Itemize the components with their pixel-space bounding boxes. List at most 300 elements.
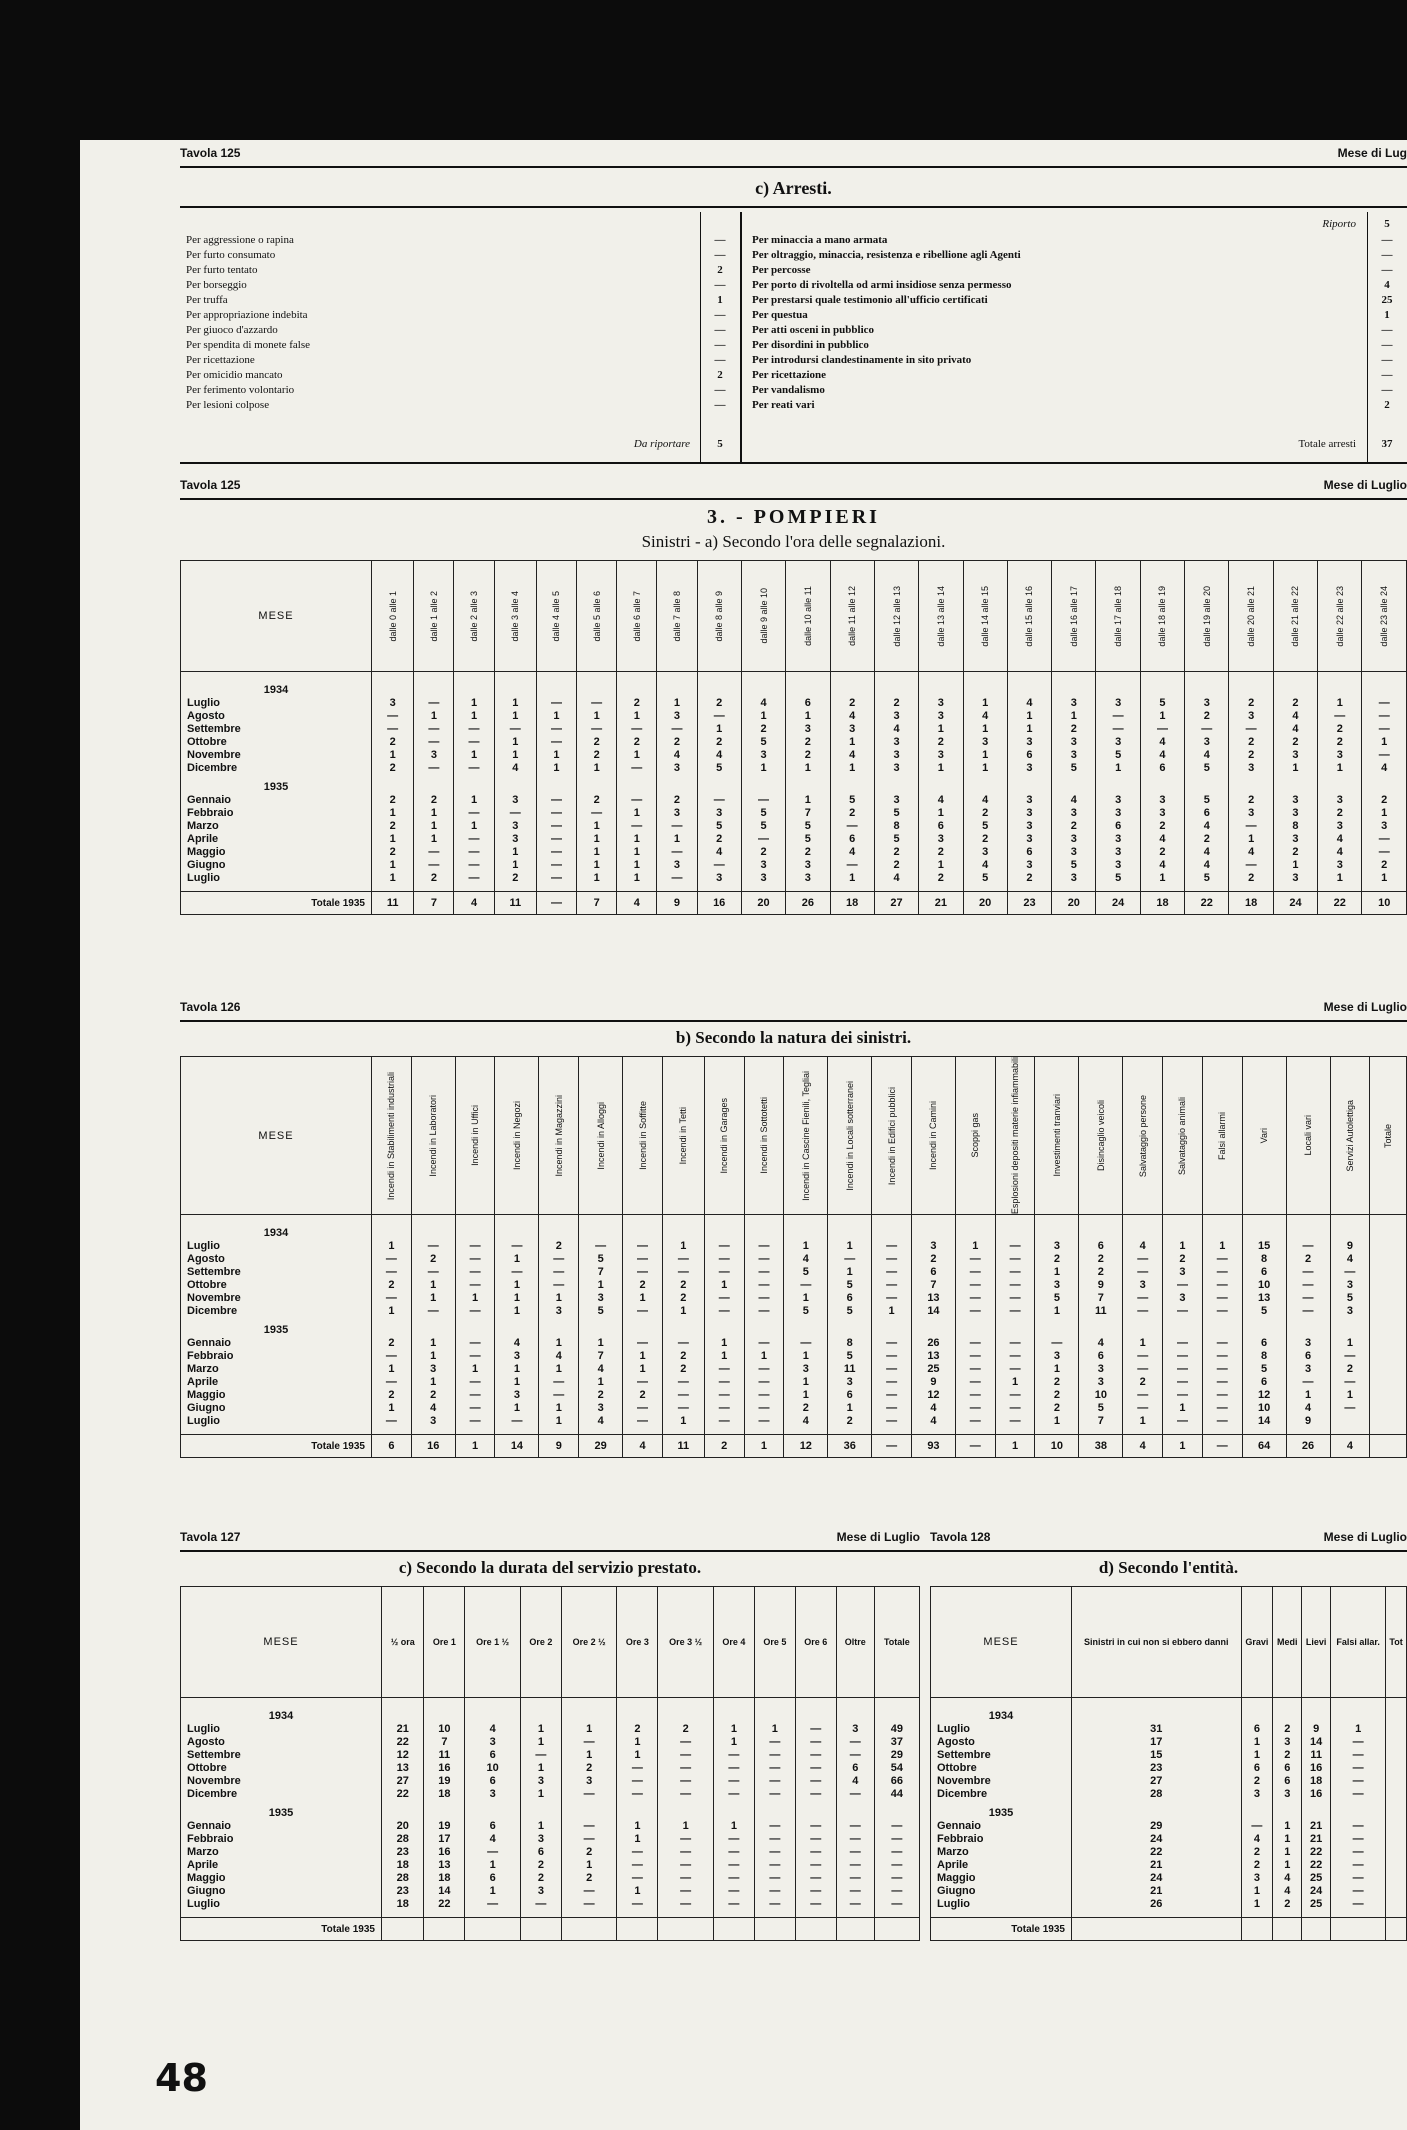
table-cell: —: [1009, 1402, 1021, 1415]
column-header-label: Disincaglio veicoli: [1095, 1100, 1106, 1172]
table-cell: 1: [512, 859, 519, 871]
table-cell: —: [758, 1305, 770, 1318]
table-cell: 16: [1310, 1762, 1323, 1774]
table-cell: 3: [846, 1376, 853, 1389]
table-cell: —: [849, 1788, 861, 1800]
pompieri-b-subheading: b) Secondo la natura dei sinistri.: [675, 1028, 912, 1047]
table-cell: 1: [537, 1762, 544, 1774]
table-cell: 13: [927, 1292, 940, 1305]
table-cell: 3: [1070, 736, 1077, 748]
table-cell: —: [718, 1415, 730, 1428]
table-cell: 6: [489, 1749, 496, 1761]
table-cell: 18: [1310, 1775, 1323, 1787]
column-header-label: Incendi in Cascine Fienili, Tegliai: [800, 1070, 811, 1201]
table-cell: 6: [1253, 1723, 1260, 1735]
table-cell: 3: [1070, 846, 1077, 858]
table-cell: 1: [389, 749, 396, 761]
table-cell: 3: [716, 872, 723, 884]
data-column: [713, 1698, 754, 1918]
table-cell: —: [671, 846, 683, 858]
column-header-label: dalle 12 alle 13: [891, 585, 902, 647]
table-cell: —: [535, 1898, 547, 1910]
table-cell: 3: [512, 833, 519, 845]
arresti-month: Mese di Lug: [1337, 146, 1407, 160]
table-cell: —: [1344, 1376, 1356, 1389]
table-cell: 1: [633, 807, 640, 819]
table-cell: 2: [680, 1363, 687, 1376]
arresti-right-value: —: [1381, 324, 1393, 336]
table-cell: 1: [388, 1363, 395, 1376]
table-cell: [1370, 1285, 1406, 1298]
column-header: [382, 1587, 424, 1698]
arresti-right-value: —: [1381, 339, 1393, 351]
month-label: Luglio: [187, 872, 220, 884]
arresti-left-value: 2: [717, 369, 723, 381]
column-header-label: Ore 6: [804, 1637, 828, 1647]
table-cell: 1: [1053, 1305, 1060, 1318]
total-label: Totale 1935: [181, 1435, 372, 1458]
table-cell: 1: [1292, 762, 1299, 774]
table-cell: —: [728, 1788, 740, 1800]
table-cell: 21: [1150, 1859, 1163, 1871]
table-cell: 3: [1026, 736, 1033, 748]
column-header-label: Ore 3 ½: [669, 1637, 703, 1647]
column-header: [1331, 1587, 1386, 1698]
total-cell: [1072, 1918, 1242, 1941]
column-header: [1007, 561, 1051, 672]
column-header-label: Incendi in Tetti: [678, 1106, 689, 1165]
table-cell: 12: [927, 1389, 940, 1402]
table-cell: —: [1216, 1402, 1228, 1415]
arresti-left-value: 1: [717, 294, 723, 306]
column-header-label: dalle 5 alle 6: [591, 590, 602, 642]
table-cell: 1: [593, 820, 600, 832]
table-cell: 2: [680, 1350, 687, 1363]
table-cell: —: [769, 1859, 781, 1871]
table-cell: 1: [470, 697, 478, 709]
table-cell: —: [891, 1885, 903, 1897]
table-cell: 1: [802, 1389, 809, 1402]
pompieri-c-subheading: c) Secondo la durata del servizio prestato.: [398, 1558, 702, 1577]
data-column: [1362, 672, 1407, 892]
table-cell: 5: [760, 736, 767, 748]
column-header: [874, 561, 918, 672]
month-label: Maggio: [187, 846, 226, 858]
table-cell: 1: [1139, 1337, 1146, 1350]
table-cell: —: [677, 1402, 689, 1415]
column-header-label: Incendi in Uffici: [470, 1105, 481, 1166]
total-cell: 12: [784, 1435, 828, 1458]
table-cell: —: [769, 1749, 781, 1761]
table-cell: —: [1344, 1266, 1356, 1279]
table-cell: 1: [489, 1885, 496, 1897]
table-cell: —: [810, 1762, 822, 1774]
table-cell: 4: [1203, 859, 1210, 871]
column-header-label: dalle 11 alle 12: [847, 586, 858, 646]
column-header: [411, 1057, 455, 1215]
table-cell: 17: [438, 1833, 451, 1845]
table-cell: 5: [760, 820, 767, 832]
table-cell: 16: [438, 1762, 451, 1774]
table-cell: 3: [1292, 807, 1299, 819]
column-header: [874, 1587, 919, 1698]
table-cell: 7: [597, 1350, 604, 1363]
table-cell: —: [428, 846, 440, 858]
table-cell: 3: [1203, 736, 1210, 748]
table-cell: 3: [1070, 749, 1077, 761]
table-cell: —: [637, 1402, 648, 1415]
arresti-right-label: Per oltraggio, minaccia, resistenza e ribellione agli Agenti: [752, 249, 1021, 261]
table-cell: 5: [849, 794, 856, 806]
table-cell: 3: [1292, 794, 1299, 806]
table-cell: —: [631, 1762, 643, 1774]
column-header-label: dalle 0 alle 1: [387, 590, 398, 642]
table-cell: 1: [639, 1350, 646, 1363]
total-cell: 1: [744, 1435, 784, 1458]
total-cell: [1241, 1918, 1273, 1941]
table-cell: 3: [893, 736, 900, 748]
table-cell: —: [1216, 1305, 1228, 1318]
column-header: [1330, 1057, 1370, 1215]
data-column: [1123, 1215, 1163, 1435]
table-cell: 1: [849, 736, 856, 748]
total-cell: 18: [1140, 892, 1184, 915]
data-column: [1052, 672, 1096, 892]
data-column: [1242, 1215, 1286, 1435]
table-cell: —: [718, 1240, 730, 1253]
table-cell: —: [718, 1389, 730, 1402]
table-cell: 1: [430, 807, 437, 819]
table-cell: 21: [1310, 1820, 1323, 1832]
arresti-left-total-label: Da riportare: [633, 438, 690, 450]
table-cell: 1: [1284, 1859, 1291, 1871]
table-cell: 1: [802, 1240, 809, 1253]
table-cell: 22: [1150, 1846, 1163, 1858]
table-cell: 2: [716, 697, 723, 709]
table-cell: 1: [555, 1415, 562, 1428]
table-cell: 1: [1284, 1820, 1291, 1832]
arresti-right-label: Per disordini in pubblico: [752, 339, 869, 351]
column-header: [1123, 1057, 1163, 1215]
arresti-right-label: Per minaccia a mano armata: [752, 234, 888, 246]
table-cell: 3: [597, 1292, 604, 1305]
table-cell: 2: [634, 1723, 641, 1735]
pompieri-d-table: [930, 1586, 1407, 1941]
table-cell: —: [758, 1292, 770, 1305]
table-cell: [1370, 1272, 1406, 1285]
total-cell: 9: [657, 892, 697, 915]
table-cell: 2: [849, 807, 856, 819]
table-cell: —: [758, 1389, 770, 1402]
table-cell: 2: [1070, 723, 1077, 735]
column-header-label: Ore 2: [529, 1637, 553, 1647]
pompieri-a-table: [180, 560, 1407, 915]
table-cell: 2: [849, 697, 856, 709]
arresti-right-label: Per questua: [752, 309, 808, 321]
table-cell: 2: [512, 872, 519, 884]
total-cell: 26: [786, 892, 830, 915]
table-cell: —: [891, 1820, 903, 1832]
table-cell: 1: [430, 1279, 437, 1292]
column-header-label: Incendi in Edifici pubblici: [886, 1086, 897, 1185]
total-cell: —: [955, 1435, 995, 1458]
table-cell: 6: [804, 697, 811, 709]
table-cell: —: [1216, 1415, 1228, 1428]
data-column: [874, 1698, 919, 1918]
column-header-label: Incendi in Soffitte: [637, 1101, 648, 1170]
table-cell: 6: [930, 1266, 937, 1279]
arresti-left-value: —: [714, 279, 726, 291]
column-header: [741, 561, 785, 672]
column-header-label: dalle 10 alle 11: [802, 586, 813, 646]
table-cell: 1: [804, 762, 811, 774]
total-cell: —: [536, 892, 576, 915]
table-cell: 3: [804, 859, 811, 871]
pompieri-d-header: [930, 1528, 1407, 1550]
table-cell: —: [680, 1749, 692, 1761]
table-cell: —: [385, 1253, 397, 1266]
table-cell: 14: [1310, 1736, 1323, 1748]
table-cell: 2: [537, 1859, 544, 1871]
table-cell: —: [718, 1253, 730, 1266]
column-header: [372, 1057, 412, 1215]
table-cell: 1: [555, 1292, 562, 1305]
data-column: [872, 1215, 912, 1435]
month-column: [181, 1698, 382, 1918]
table-cell: 7: [1097, 1415, 1104, 1428]
arresti-left-value: —: [714, 309, 726, 321]
table-cell: —: [810, 1846, 822, 1858]
data-column: [617, 672, 657, 892]
table-cell: [1386, 1846, 1406, 1859]
table-cell: —: [427, 1266, 439, 1279]
table-cell: —: [969, 1350, 981, 1363]
month-label: Giugno: [937, 1885, 976, 1897]
table-cell: 1: [593, 833, 600, 845]
data-column: [1229, 672, 1273, 892]
column-header: [536, 561, 576, 672]
table-cell: —: [810, 1775, 822, 1787]
table-cell: 3: [1292, 833, 1299, 845]
column-header: [1229, 561, 1273, 672]
table-cell: —: [713, 859, 725, 871]
table-cell: 1: [937, 859, 944, 871]
table-cell: —: [1176, 1337, 1188, 1350]
table-cell: 3: [1304, 1363, 1312, 1376]
table-cell: —: [468, 736, 480, 748]
table-cell: 4: [1139, 1240, 1146, 1253]
table-cell: —: [758, 1279, 770, 1292]
table-cell: —: [758, 794, 770, 806]
arresti-left-label: Per lesioni colpose: [186, 399, 270, 411]
table-cell: [1386, 1749, 1406, 1762]
table-cell: —: [637, 1337, 648, 1350]
table-cell: 1: [1355, 1723, 1362, 1735]
total-cell: 20: [1052, 892, 1096, 915]
table-cell: 1: [1115, 762, 1122, 774]
table-cell: [1386, 1723, 1406, 1736]
table-cell: —: [1137, 1350, 1149, 1363]
table-cell: 1: [555, 1363, 562, 1376]
table-cell: 49: [890, 1723, 904, 1735]
month-label: Luglio: [187, 1415, 220, 1428]
year-label: 1935: [263, 1324, 289, 1337]
table-cell: 1: [430, 1337, 437, 1350]
column-header-label: Incendi in Negozi: [511, 1101, 522, 1171]
total-cell: 21: [919, 892, 963, 915]
month-label: Giugno: [187, 859, 226, 871]
table-cell: 1: [430, 1376, 437, 1389]
table-cell: —: [631, 1846, 643, 1858]
month-label: Novembre: [187, 1292, 241, 1305]
table-cell: 6: [1284, 1762, 1291, 1774]
table-cell: —: [810, 1833, 822, 1845]
table-cell: 4: [1097, 1337, 1104, 1350]
data-column: [454, 672, 494, 892]
year-label: 1934: [263, 1227, 289, 1240]
table-cell: —: [428, 762, 440, 774]
table-cell: 4: [1336, 846, 1343, 858]
table-cell: 4: [849, 710, 856, 722]
table-cell: —: [718, 1266, 730, 1279]
table-cell: 2: [1159, 820, 1166, 832]
table-cell: 1: [888, 1305, 895, 1318]
arresti-left-label: Per ricettazione: [186, 354, 255, 366]
table-cell: [1386, 1898, 1406, 1911]
table-cell: —: [469, 1389, 481, 1402]
total-cell: 11: [372, 892, 414, 915]
table-cell: 1: [512, 736, 519, 748]
table-cell: 2: [1159, 846, 1166, 858]
pompieri-d-subheading: d) Secondo l'entità.: [1098, 1558, 1239, 1577]
table-cell: 3: [1248, 710, 1255, 722]
table-cell: 2: [1248, 736, 1255, 748]
data-column: [414, 672, 454, 892]
table-cell: 3: [597, 1402, 604, 1415]
year-label: 1935: [263, 781, 289, 793]
table-cell: 5: [1070, 762, 1077, 774]
table-cell: 13: [1257, 1292, 1271, 1305]
table-cell: —: [1137, 1402, 1149, 1415]
table-cell: —: [1009, 1337, 1021, 1350]
table-cell: 1: [972, 1240, 979, 1253]
table-cell: 1: [537, 1820, 544, 1832]
table-cell: —: [550, 833, 562, 845]
pompieri-c-header: [180, 1528, 920, 1550]
mese-header: MESE: [181, 561, 372, 672]
total-cell: 4: [1330, 1435, 1370, 1458]
column-header: [579, 1057, 623, 1215]
table-cell: 2: [1284, 1898, 1291, 1910]
total-cell: 20: [741, 892, 785, 915]
table-cell: 3: [1026, 859, 1033, 871]
table-cell: —: [680, 1885, 692, 1897]
total-cell: [1370, 1435, 1407, 1458]
table-cell: 6: [537, 1846, 544, 1858]
table-cell: 1: [846, 1402, 853, 1415]
total-cell: [1386, 1918, 1407, 1941]
table-cell: —: [631, 1859, 643, 1871]
table-cell: 1: [1346, 1389, 1353, 1402]
table-cell: —: [728, 1846, 740, 1858]
table-cell: —: [1176, 1305, 1188, 1318]
data-column: [963, 672, 1007, 892]
table-cell: 4: [1381, 762, 1388, 774]
table-cell: —: [728, 1885, 740, 1897]
table-cell: —: [385, 1292, 397, 1305]
table-cell: 1: [472, 1363, 479, 1376]
table-cell: —: [583, 1736, 595, 1748]
table-cell: 2: [586, 1846, 593, 1858]
table-cell: 1: [680, 1415, 687, 1428]
data-column: [1185, 672, 1229, 892]
table-cell: 2: [537, 1872, 544, 1884]
table-cell: 1: [721, 1350, 728, 1363]
table-cell: 28: [396, 1872, 409, 1884]
table-cell: 10: [438, 1723, 451, 1735]
table-cell: —: [553, 1253, 565, 1266]
table-cell: 3: [893, 749, 900, 761]
month-label: Gennaio: [937, 1820, 982, 1832]
table-cell: 1: [597, 1279, 604, 1292]
table-cell: 18: [396, 1859, 409, 1871]
table-cell: —: [1009, 1350, 1021, 1363]
table-cell: 1: [634, 1736, 641, 1748]
column-header-label: Ore 3: [625, 1637, 649, 1647]
table-cell: 1: [760, 1350, 768, 1363]
table-cell: —: [631, 762, 643, 774]
table-cell: 2: [804, 736, 811, 748]
pompieri-d-table-number: Tavola 128: [930, 1530, 991, 1544]
table-cell: —: [769, 1762, 781, 1774]
total-cell: 93: [911, 1435, 955, 1458]
column-header: [744, 1057, 784, 1215]
table-cell: —: [1051, 1337, 1063, 1350]
table-cell: —: [1378, 723, 1390, 735]
table-cell: 21: [1150, 1885, 1163, 1897]
data-column: [658, 1698, 714, 1918]
data-column: [520, 1698, 561, 1918]
table-cell: 15: [1150, 1749, 1163, 1761]
table-cell: 1: [555, 1337, 562, 1350]
data-column: [836, 1698, 874, 1918]
month-label: Luglio: [187, 1723, 220, 1735]
table-cell: 7: [597, 1266, 604, 1279]
table-cell: 4: [673, 749, 681, 761]
table-cell: 6: [1097, 1350, 1104, 1363]
table-cell: —: [387, 723, 399, 735]
month-label: Giugno: [187, 1885, 226, 1897]
table-cell: —: [1352, 1833, 1364, 1845]
total-cell: 1: [455, 1435, 495, 1458]
pompieri-a-table-number: Tavola 125: [180, 478, 241, 492]
table-cell: 3: [937, 833, 944, 845]
column-header-label: dalle 13 alle 14: [935, 585, 946, 647]
table-cell: 2: [760, 723, 767, 735]
total-label: Totale 1935: [931, 1918, 1072, 1941]
table-cell: —: [487, 1898, 499, 1910]
year-label: 1935: [268, 1807, 294, 1819]
table-cell: 3: [537, 1775, 544, 1787]
table-cell: —: [550, 697, 562, 709]
table-cell: 3: [1070, 833, 1077, 845]
table-cell: 3: [1336, 820, 1343, 832]
column-header-label: dalle 23 alle 24: [1379, 585, 1390, 647]
page-number: 48: [155, 2056, 208, 2100]
column-header: [1241, 1587, 1273, 1698]
table-cell: 2: [1053, 1253, 1060, 1266]
table-cell: 6: [846, 1389, 853, 1402]
